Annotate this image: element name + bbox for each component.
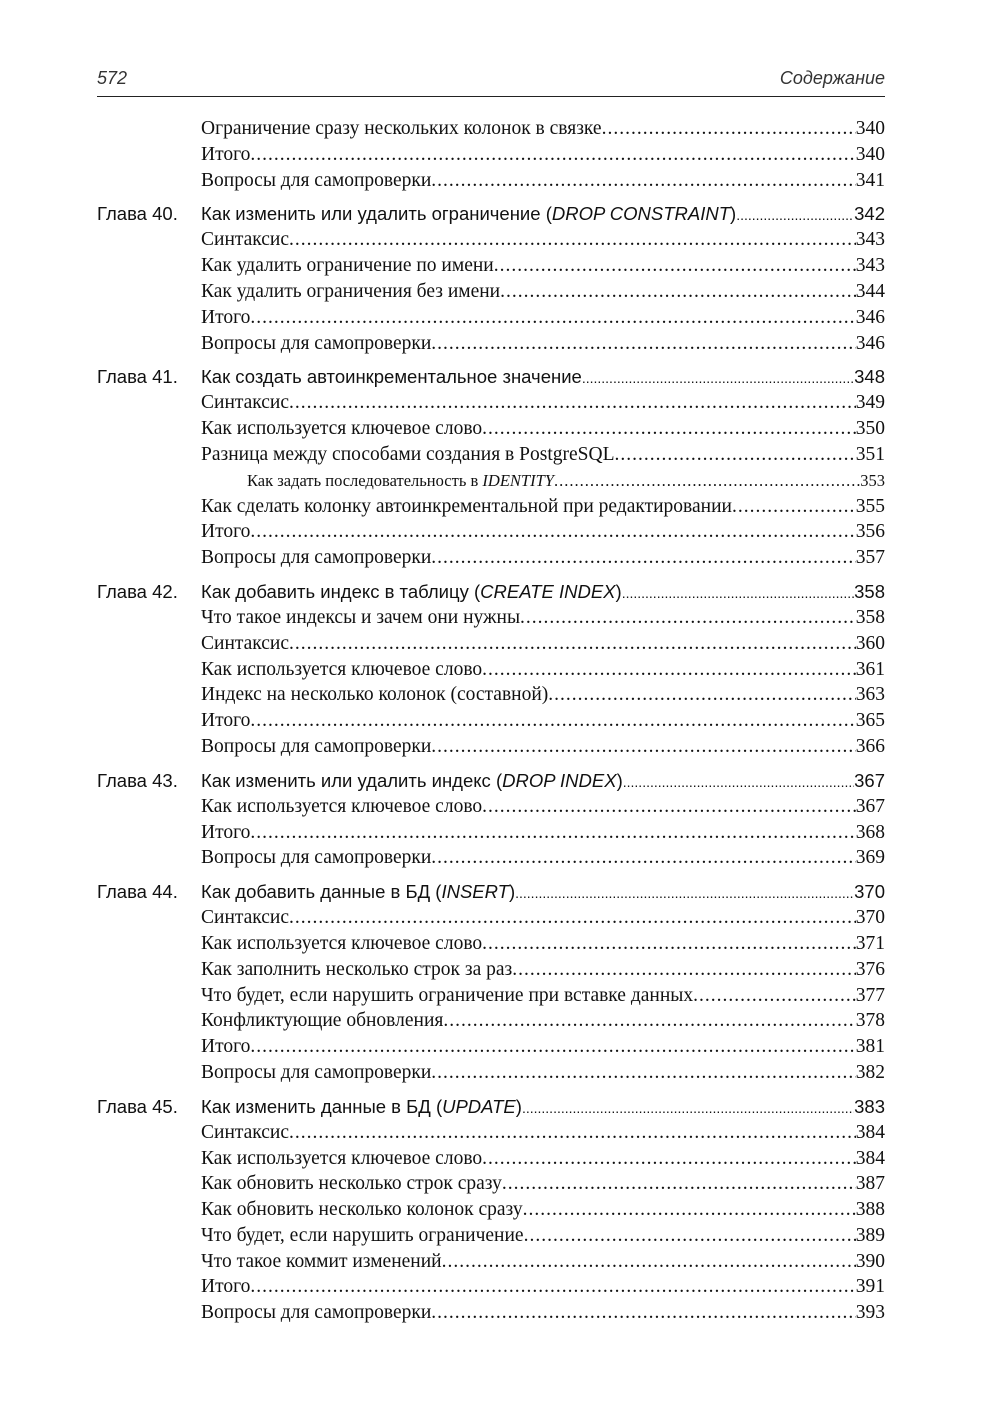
toc-section-entry[interactable]	[97, 983, 885, 1009]
section-page-number: 366	[855, 735, 885, 757]
section-page-number: 358	[855, 606, 885, 628]
section-title-text: Как обновить несколько строк сразу	[201, 1173, 502, 1195]
section-page-number: 350	[855, 418, 885, 440]
dot-leader	[482, 931, 856, 957]
chapter-page-number: 348	[854, 366, 885, 388]
section-title-text: Разница между способами создания в PostgreSQL	[201, 443, 615, 465]
chapter-title-text: Как изменить или удалить индекс (	[201, 769, 503, 791]
section-page-number: 346	[855, 306, 885, 328]
section-title-text: Что будет, если нарушить ограничение при вставке данных	[201, 984, 694, 1006]
section-title-text: Синтаксис	[201, 907, 290, 929]
dot-leader	[443, 1008, 855, 1034]
section-title-text: Как удалить ограничения без имени	[201, 280, 501, 302]
dot-leader	[732, 494, 856, 520]
dot-leader	[512, 957, 856, 983]
dot-leader	[520, 605, 856, 631]
chapter-label: Глава 42.	[97, 580, 178, 602]
section-title	[201, 494, 732, 520]
section-title	[201, 794, 482, 820]
toc-chapter-block	[97, 364, 885, 571]
toc-subsection-entry[interactable]	[97, 468, 885, 494]
section-page-number: 341	[855, 169, 885, 191]
section-title-text: Как обновить несколько колонок сразу	[201, 1199, 523, 1221]
toc-chapter-entry[interactable]	[97, 768, 885, 794]
chapter-label: Глава 41.	[97, 366, 178, 388]
dot-leader	[494, 253, 856, 279]
section-page-number: 382	[855, 1061, 885, 1083]
dot-leader	[431, 545, 855, 571]
section-title-text: Как используется ключевое слово	[201, 658, 483, 680]
chapter-title	[201, 364, 582, 390]
section-title	[201, 253, 494, 279]
chapter-sql-keyword: INSERT	[441, 881, 509, 903]
chapter-title-text: Как изменить данные в БД (	[201, 1095, 443, 1117]
chapter-label: Глава 45.	[97, 1095, 178, 1117]
dot-leader	[431, 168, 855, 194]
section-title	[201, 905, 289, 931]
toc-section-entry[interactable]	[97, 253, 885, 279]
dot-leader	[582, 364, 854, 391]
section-title-text: Итого	[201, 1276, 251, 1298]
dot-leader	[554, 468, 860, 494]
section-sql-keyword: IDENTITY	[482, 470, 554, 490]
dot-leader	[250, 519, 855, 545]
dot-leader	[289, 1120, 856, 1146]
section-title	[201, 519, 250, 545]
dot-leader	[693, 983, 856, 1009]
section-page-number: 340	[855, 118, 885, 139]
toc-section-entry[interactable]	[97, 519, 885, 545]
section-title-text: Как используется ключевое слово	[201, 795, 483, 817]
toc-section-entry[interactable]	[97, 1171, 885, 1197]
dot-leader	[614, 442, 855, 468]
section-title	[201, 631, 289, 657]
toc-section-entry[interactable]	[97, 279, 885, 305]
section-title	[201, 605, 520, 631]
toc-section-entry[interactable]	[97, 494, 885, 520]
section-title	[201, 305, 250, 331]
toc-section-entry[interactable]	[97, 116, 885, 142]
chapter-title-text: Как добавить индекс в таблицу (	[201, 580, 481, 602]
toc-section-entry[interactable]	[97, 605, 885, 631]
section-title	[201, 1034, 250, 1060]
section-title-text: Вопросы для самопроверки	[201, 735, 432, 757]
toc-chapter-entry[interactable]	[97, 201, 885, 227]
dot-leader	[250, 708, 855, 734]
dot-leader	[250, 142, 855, 168]
toc-section-entry[interactable]	[97, 1300, 885, 1326]
section-page-number: 355	[855, 495, 885, 517]
toc-section-entry[interactable]	[97, 168, 885, 194]
section-title-text: Синтаксис	[201, 632, 290, 654]
toc-section-entry[interactable]	[97, 305, 885, 331]
toc-section-entry[interactable]	[97, 794, 885, 820]
dot-leader	[524, 1223, 856, 1249]
chapter-page-number: 358	[854, 580, 885, 602]
section-title	[201, 1197, 523, 1223]
section-title-text: Синтаксис	[201, 392, 290, 414]
toc-section-entry[interactable]	[97, 1197, 885, 1223]
dot-leader	[500, 279, 856, 305]
toc-section-entry[interactable]	[97, 657, 885, 683]
toc-section-entry[interactable]	[97, 1060, 885, 1086]
section-title-text: Синтаксис	[201, 229, 290, 251]
section-page-number: 361	[855, 658, 885, 680]
chapter-sql-keyword: DROP CONSTRAINT	[551, 203, 731, 225]
dot-leader	[431, 331, 855, 357]
section-title-text: Ограничение сразу нескольких колонок в связке	[201, 118, 602, 139]
toc-section-entry[interactable]	[97, 820, 885, 846]
section-title	[201, 734, 431, 760]
section-page-number: 344	[855, 280, 885, 302]
section-title	[201, 845, 431, 871]
dot-leader	[250, 1274, 855, 1300]
dot-leader	[736, 201, 854, 228]
section-title-text: Итого	[201, 521, 251, 543]
toc-section-entry[interactable]	[97, 545, 885, 571]
section-page-number: 356	[855, 521, 885, 543]
toc-section-entry[interactable]	[97, 331, 885, 357]
toc-chapter-block	[97, 1094, 885, 1326]
dot-leader	[482, 794, 856, 820]
section-title-text: Как используется ключевое слово	[201, 1147, 483, 1169]
toc-section-entry[interactable]	[97, 442, 885, 468]
section-title	[201, 279, 500, 305]
toc-chapter-entry[interactable]	[97, 879, 885, 905]
dot-leader	[515, 879, 854, 906]
toc-section-entry[interactable]	[97, 1034, 885, 1060]
section-page-number: 384	[855, 1147, 885, 1169]
toc-section-entry[interactable]	[97, 957, 885, 983]
section-page-number: 357	[855, 547, 885, 569]
section-title-text: Что такое коммит изменений	[201, 1250, 442, 1272]
dot-leader	[482, 416, 856, 442]
dot-leader	[431, 1300, 855, 1326]
chapter-title-text: Как создать автоинкрементальное значение	[201, 366, 582, 388]
section-title-text: Вопросы для самопроверки	[201, 1061, 432, 1083]
section-title	[201, 931, 482, 957]
chapter-label: Глава 43.	[97, 769, 178, 791]
section-title-text: Итого	[201, 821, 251, 843]
section-title-text: Как используется ключевое слово	[201, 418, 483, 440]
section-page-number: 371	[855, 932, 885, 954]
section-title-text: Что будет, если нарушить ограничение	[201, 1224, 524, 1246]
section-page-number: 370	[855, 907, 885, 929]
section-title	[247, 468, 554, 494]
section-title	[201, 116, 602, 142]
toc-chapter-block	[97, 768, 885, 871]
toc-section-entry[interactable]	[97, 631, 885, 657]
dot-leader	[623, 768, 854, 795]
chapter-title-text: Как добавить данные в БД (	[201, 881, 442, 903]
section-page-number: 389	[855, 1224, 885, 1246]
chapter-sql-keyword: CREATE INDEX	[480, 580, 616, 602]
toc-section-entry[interactable]	[97, 1249, 885, 1275]
dot-leader	[431, 845, 855, 871]
toc-chapter-block	[97, 879, 885, 1086]
toc-section-entry[interactable]	[97, 1120, 885, 1146]
section-page-number: 343	[855, 229, 885, 251]
section-title-text: Вопросы для самопроверки	[201, 169, 432, 191]
dot-leader	[548, 682, 855, 708]
toc-section-entry[interactable]	[97, 1274, 885, 1300]
toc-section-entry[interactable]	[97, 1008, 885, 1034]
section-page-number: 377	[855, 984, 885, 1006]
toc-section-entry[interactable]	[97, 734, 885, 760]
section-page-number: 368	[855, 821, 885, 843]
chapter-title	[201, 768, 623, 794]
toc-section-entry[interactable]	[97, 390, 885, 416]
section-title-text: Индекс на несколько колонок (составной)	[201, 684, 549, 706]
section-page-number: 363	[855, 684, 885, 706]
section-title	[201, 331, 431, 357]
toc-chapter-block	[97, 201, 885, 356]
section-page-number: 340	[855, 143, 885, 165]
toc-section-entry[interactable]	[97, 905, 885, 931]
section-page-number: 384	[855, 1121, 885, 1143]
section-title	[201, 416, 482, 442]
section-title-text: Вопросы для самопроверки	[201, 847, 432, 869]
section-title	[201, 227, 289, 253]
toc-chapter-entry[interactable]	[97, 1094, 885, 1120]
table-of-contents	[97, 116, 885, 1334]
chapter-sql-keyword: DROP INDEX	[502, 769, 617, 791]
section-title-text: Как заполнить несколько строк за раз	[201, 958, 513, 980]
chapter-title	[201, 201, 736, 227]
chapter-title-suffix: )	[615, 580, 622, 602]
section-title-text: Синтаксис	[201, 1121, 290, 1143]
toc-section-entry[interactable]	[97, 1146, 885, 1172]
toc-section-entry[interactable]	[97, 142, 885, 168]
chapter-page-number: 370	[854, 881, 885, 903]
section-page-number: 351	[855, 443, 885, 465]
section-title	[201, 142, 250, 168]
section-page-number: 378	[855, 1010, 885, 1032]
toc-section-entry[interactable]	[97, 682, 885, 708]
section-title	[201, 168, 431, 194]
toc-section-entry[interactable]	[97, 845, 885, 871]
running-header	[97, 68, 885, 97]
chapter-title-suffix: )	[515, 1095, 522, 1117]
section-title	[201, 545, 431, 571]
dot-leader	[289, 390, 856, 416]
chapter-title	[201, 879, 515, 905]
section-title	[201, 1060, 431, 1086]
dot-leader	[502, 1171, 856, 1197]
section-title-text: Итого	[201, 143, 251, 165]
section-page-number: 390	[855, 1250, 885, 1272]
toc-section-entry[interactable]	[97, 931, 885, 957]
toc-chapter-entry[interactable]	[97, 364, 885, 390]
dot-leader	[523, 1197, 856, 1223]
toc-section-entry[interactable]	[97, 227, 885, 253]
section-page-number: 388	[855, 1199, 885, 1221]
dot-leader	[431, 1060, 855, 1086]
dot-leader	[602, 116, 856, 142]
section-title-text: Итого	[201, 1036, 251, 1058]
chapter-title-suffix: )	[508, 881, 516, 903]
chapter-label: Глава 40.	[97, 203, 178, 225]
section-title	[201, 1249, 442, 1275]
section-title	[201, 708, 250, 734]
section-title-text: Конфликтующие обновления	[201, 1010, 444, 1032]
section-page-number: 367	[855, 795, 885, 817]
section-title	[201, 1223, 524, 1249]
dot-leader	[250, 305, 855, 331]
section-title	[201, 390, 289, 416]
section-title-text: Вопросы для самопроверки	[201, 547, 432, 569]
toc-section-entry[interactable]	[97, 1223, 885, 1249]
toc-section-entry[interactable]	[97, 708, 885, 734]
dot-leader	[250, 820, 855, 846]
toc-section-entry[interactable]	[97, 416, 885, 442]
section-title-text: Как сделать колонку автоинкрементальной при редактировании	[201, 495, 732, 517]
section-page-number: 349	[855, 392, 885, 414]
chapter-page-number: 383	[854, 1095, 885, 1117]
dot-leader	[482, 1146, 856, 1172]
section-title	[201, 1146, 482, 1172]
dot-leader	[522, 1094, 854, 1121]
page-number: 572	[97, 68, 128, 88]
toc-chapter-block	[97, 579, 885, 760]
chapter-title-text: Как изменить или удалить ограничение (	[201, 203, 552, 225]
dot-leader	[289, 631, 856, 657]
chapter-page-number: 367	[854, 769, 885, 791]
section-title-text: Итого	[201, 710, 251, 732]
section-title	[201, 682, 548, 708]
chapter-title-suffix: )	[730, 203, 737, 225]
section-page-number: 376	[855, 958, 885, 980]
chapter-page-number: 342	[854, 203, 885, 225]
dot-leader	[250, 1034, 855, 1060]
section-page-number: 369	[855, 847, 885, 869]
chapter-sql-keyword: UPDATE	[442, 1095, 516, 1117]
section-title	[201, 1274, 250, 1300]
chapter-title	[201, 579, 622, 605]
section-page-number: 346	[855, 332, 885, 354]
section-page-number: 393	[855, 1302, 885, 1324]
section-title	[201, 1171, 502, 1197]
running-title: Содержание	[779, 68, 885, 88]
dot-leader	[289, 227, 856, 253]
section-title-text: Вопросы для самопроверки	[201, 1302, 432, 1324]
section-title-text: Что такое индексы и зачем они нужны	[201, 606, 521, 628]
section-title	[201, 1300, 431, 1326]
section-title-text: Как используется ключевое слово	[201, 932, 483, 954]
section-page-number: 387	[855, 1173, 885, 1195]
section-page-number: 365	[855, 710, 885, 732]
section-title-text: Итого	[201, 306, 251, 328]
chapter-title-suffix: )	[616, 769, 623, 791]
dot-leader	[289, 905, 856, 931]
section-title	[201, 657, 482, 683]
chapter-label: Глава 44.	[97, 881, 178, 903]
section-title-text: Как задать последовательность в	[247, 470, 483, 490]
section-title	[201, 1008, 443, 1034]
section-page-number: 391	[855, 1276, 885, 1298]
section-page-number: 343	[855, 255, 885, 277]
section-page-number: 353	[860, 470, 885, 490]
dot-leader	[442, 1249, 856, 1275]
section-title-text: Вопросы для самопроверки	[201, 332, 432, 354]
dot-leader	[431, 734, 855, 760]
toc-chapter-block	[97, 116, 885, 193]
section-page-number: 360	[855, 632, 885, 654]
section-title	[201, 957, 512, 983]
dot-leader	[482, 657, 856, 683]
section-page-number: 381	[855, 1036, 885, 1058]
section-title	[201, 983, 693, 1009]
toc-chapter-entry[interactable]	[97, 579, 885, 605]
chapter-title	[201, 1094, 522, 1120]
section-title-text: Как удалить ограничение по имени	[201, 255, 494, 277]
section-title	[201, 1120, 289, 1146]
section-title	[201, 442, 614, 468]
section-title	[201, 820, 250, 846]
dot-leader	[622, 579, 854, 606]
